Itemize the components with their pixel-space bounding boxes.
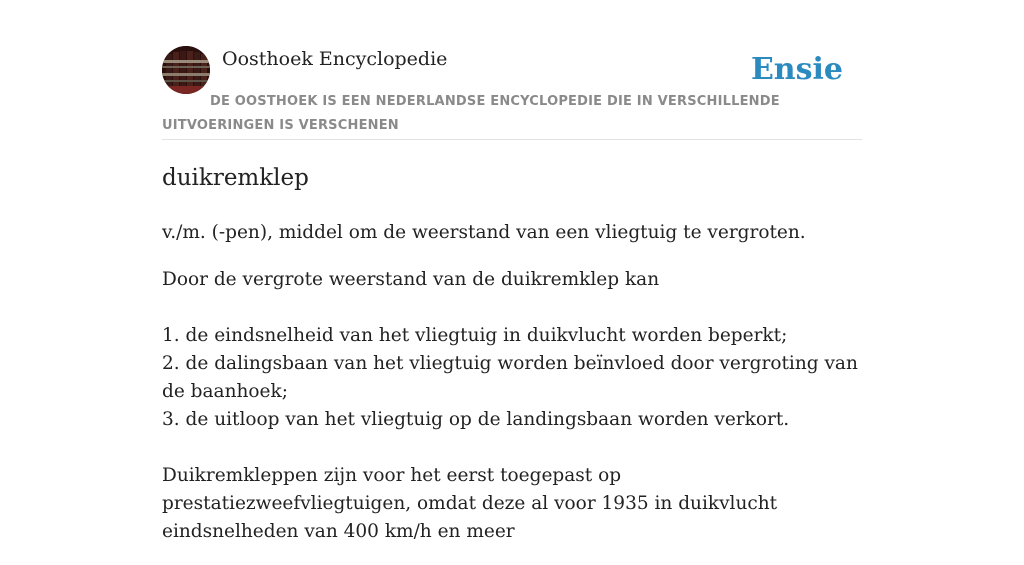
list-item: 1. de eindsnelheid van het vliegtuig in duikvlucht worden beperkt; bbox=[162, 325, 788, 346]
publication-title[interactable]: Oosthoek Encyclopedie bbox=[222, 48, 448, 70]
list-item: 3. de uitloop van het vliegtuig op de landingsbaan worden verkort. bbox=[162, 409, 790, 430]
site-header bbox=[162, 46, 862, 140]
encyclopedia-books-avatar[interactable] bbox=[162, 46, 210, 94]
article-definition: v./m. (-pen), middel om de weerstand van een vliegtuig te vergroten. bbox=[162, 222, 806, 243]
ensie-logo[interactable]: Ensie bbox=[750, 52, 843, 87]
body-intro: Door de vergrote weerstand van de duikremklep kan bbox=[162, 269, 660, 290]
publication-tagline: DE OOSTHOEK IS EEN NEDERLANDSE ENCYCLOPEDIE DIE IN VERSCHILLENDE UITVOERINGEN IS VERSCHENEN bbox=[162, 94, 780, 133]
blank-line bbox=[162, 434, 862, 462]
bookshelf-icon bbox=[162, 46, 210, 94]
blank-line bbox=[162, 294, 862, 322]
article-body bbox=[162, 266, 862, 546]
body-closing: Duikremkleppen zijn voor het eerst toegepast op prestatiezweefvliegtuigen, omdat deze al voor 1935 in duikvlucht eindsnelheden van 400 km/h en meer bbox=[162, 465, 778, 542]
article bbox=[162, 160, 862, 565]
list-item: 2. de dalingsbaan van het vliegtuig worden beïnvloed door vergroting van de baanhoek; bbox=[162, 353, 858, 402]
article-title: duikremklep bbox=[162, 165, 309, 191]
